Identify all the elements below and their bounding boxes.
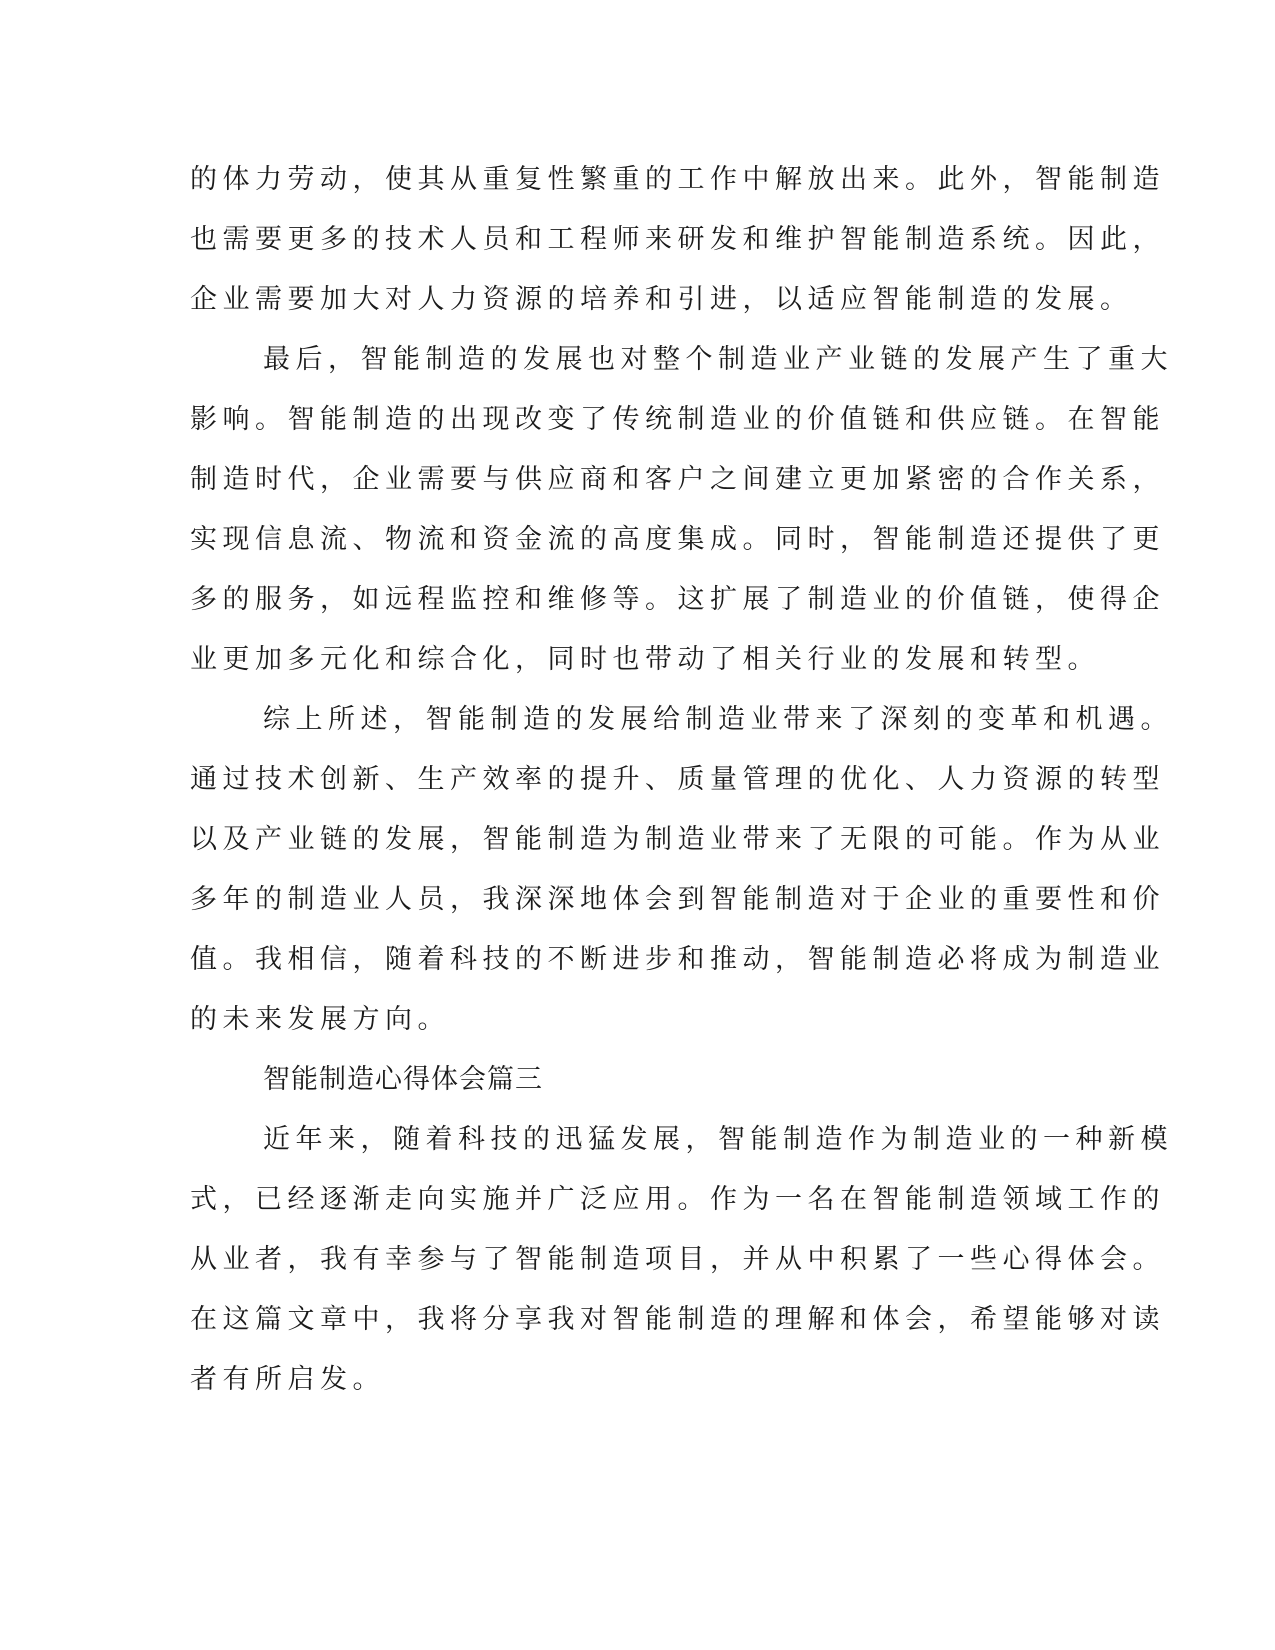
paragraph-line: 通过技术创新、生产效率的提升、质量管理的优化、人力资源的转型	[190, 764, 1165, 795]
paragraph-line: 从业者，我有幸参与了智能制造项目，并从中积累了一些心得体会。	[190, 1244, 1165, 1275]
paragraph-line: 实现信息流、物流和资金流的高度集成。同时，智能制造还提供了更	[190, 524, 1165, 555]
paragraph-line: 多的服务，如远程监控和维修等。这扩展了制造业的价值链，使得企	[190, 584, 1165, 615]
paragraph-line: 也需要更多的技术人员和工程师来研发和维护智能制造系统。因此，	[190, 224, 1165, 255]
paragraph-line: 的体力劳动，使其从重复性繁重的工作中解放出来。此外，智能制造	[190, 164, 1165, 195]
paragraph-line: 式，已经逐渐走向实施并广泛应用。作为一名在智能制造领域工作的	[190, 1184, 1165, 1215]
paragraph-line: 值。我相信，随着科技的不断进步和推动，智能制造必将成为制造业	[190, 944, 1165, 975]
paragraph-line: 以及产业链的发展，智能制造为制造业带来了无限的可能。作为从业	[190, 824, 1165, 855]
paragraph-line: 综上所述，智能制造的发展给制造业带来了深刻的变革和机遇。	[263, 704, 1173, 735]
section-heading: 智能制造心得体会篇三	[263, 1064, 543, 1095]
paragraph-line: 多年的制造业人员，我深深地体会到智能制造对于企业的重要性和价	[190, 884, 1165, 915]
paragraph-line: 制造时代，企业需要与供应商和客户之间建立更加紧密的合作关系，	[190, 464, 1165, 495]
paragraph-line: 影响。智能制造的出现改变了传统制造业的价值链和供应链。在智能	[190, 404, 1165, 435]
paragraph-line: 者有所启发。	[190, 1364, 385, 1395]
paragraph-line: 最后，智能制造的发展也对整个制造业产业链的发展产生了重大	[263, 344, 1173, 375]
paragraph-line: 企业需要加大对人力资源的培养和引进，以适应智能制造的发展。	[190, 284, 1133, 315]
paragraph-line: 近年来，随着科技的迅猛发展，智能制造作为制造业的一种新模	[263, 1124, 1173, 1155]
paragraph-line: 业更加多元化和综合化，同时也带动了相关行业的发展和转型。	[190, 644, 1100, 675]
paragraph-line: 的未来发展方向。	[190, 1004, 450, 1035]
paragraph-line: 在这篇文章中，我将分享我对智能制造的理解和体会，希望能够对读	[190, 1304, 1165, 1335]
